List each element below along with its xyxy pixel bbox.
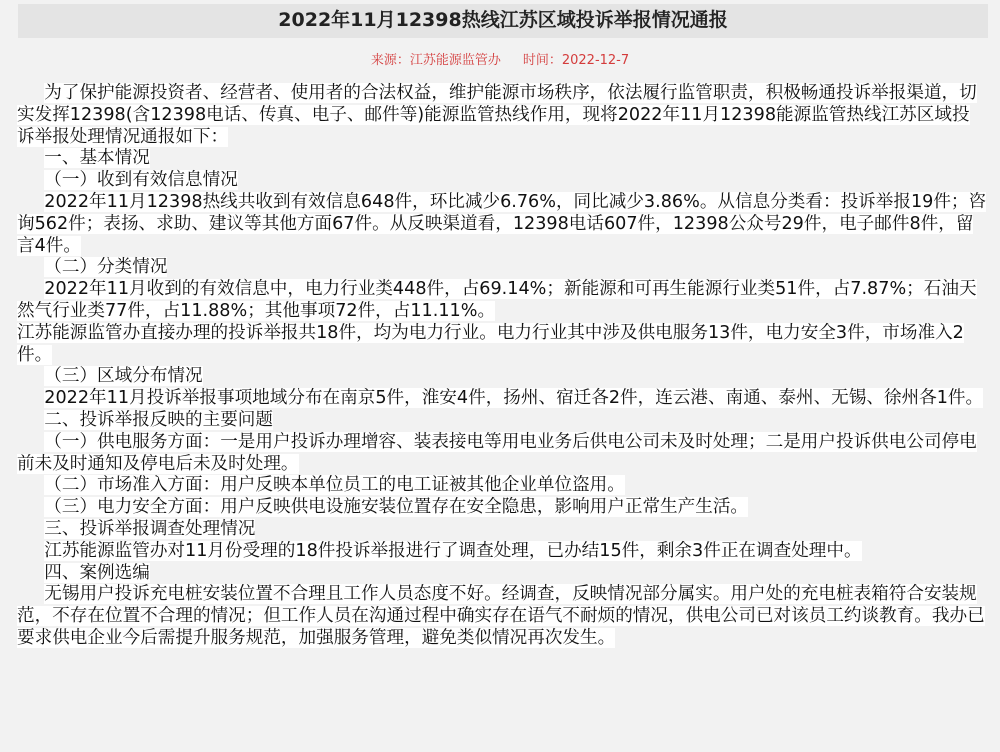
subheading-regional: （三）区域分布情况 (44, 366, 203, 387)
paragraph-power-service: （一）供电服务方面：一是用户投诉办理增容、装表接电等用电业务后供电公司未及时处理；二是用户投诉供电公司停电前未及时通知及停电后未及时处理。 (17, 431, 977, 474)
article-time: 时间：2022-12-7 (522, 53, 630, 68)
paragraph-case-study: 无锡用户投诉充电桩安装位置不合理且工作人员态度不好。经调查，反映情况部分属实。用户处的充电桩表箱符合安装规范，不存在位置不合理的情况；但工作人员在沟通过程中确实存在语气不耐烦的情况，供电公司已对该员工约谈教育。我办已要求供电企业今后需提升服务规范，加强服务管理，避免类似情况再次发生。 (17, 584, 985, 648)
article-title: 2022年11月12398热线江苏区域投诉举报情况通报 (18, 4, 988, 38)
paragraph-regional: 2022年11月投诉举报事项地域分布在南京5件，淮安4件，扬州、宿迁各2件，连云港、南通、泰州、无锡、徐州各1件。 (44, 388, 984, 409)
heading-investigation: 三、投诉举报调查处理情况 (44, 518, 256, 539)
paragraph-direct-handling: 江苏能源监管办直接办理的投诉举报共18件，均为电力行业。电力行业其中涉及供电服务13件，电力安全3件，市场准入2件。 (17, 322, 964, 365)
heading-main-issues: 二、投诉举报反映的主要问题 (44, 409, 273, 430)
paragraph-valid-info: 2022年11月12398热线共收到有效信息648件，环比减少6.76%，同比减少3.86%。从信息分类看：投诉举报19件；咨询562件；表扬、求助、建议等其他方面67件。从反映渠道看，12398电话607件，12398公众号29件，电子邮件8件，留言4件。 (17, 191, 987, 256)
article-body (17, 83, 987, 650)
paragraph-power-safety: （三）电力安全方面：用户反映供电设施安装位置存在安全隐患，影响用户正常生产生活。 (44, 497, 749, 518)
article-meta (0, 52, 1000, 70)
heading-basic-info: 一、基本情况 (44, 148, 150, 169)
paragraph-investigation: 江苏能源监管办对11月份受理的18件投诉举报进行了调查处理，已办结15件，剩余3件正在调查处理中。 (44, 540, 862, 561)
subheading-valid-info: （一）收到有效信息情况 (44, 170, 238, 191)
article-source: 来源：江苏能源监管办 (370, 53, 501, 68)
paragraph-intro: 为了保护能源投资者、经营者、使用者的合法权益，维护能源市场秩序，依法履行监管职责，积极畅通投诉举报渠道，切实发挥12398(含12398电话、传真、电子、邮件等)能源监管热线作用，现将2022年11月12398能源监管热线江苏区域投诉举报处理情况通报如下： (17, 83, 977, 147)
heading-case-studies: 四、案例选编 (44, 562, 150, 583)
subheading-classification: （二）分类情况 (44, 257, 168, 278)
paragraph-market-access: （二）市场准入方面：用户反映本单位员工的电工证被其他企业单位盗用。 (44, 475, 625, 496)
paragraph-classification: 2022年11月收到的有效信息中，电力行业类448件，占69.14%；新能源和可再生能源行业类51件，占7.87%；石油天然气行业类77件，占11.88%；其他事项72件，占11.11%。 (17, 279, 977, 321)
